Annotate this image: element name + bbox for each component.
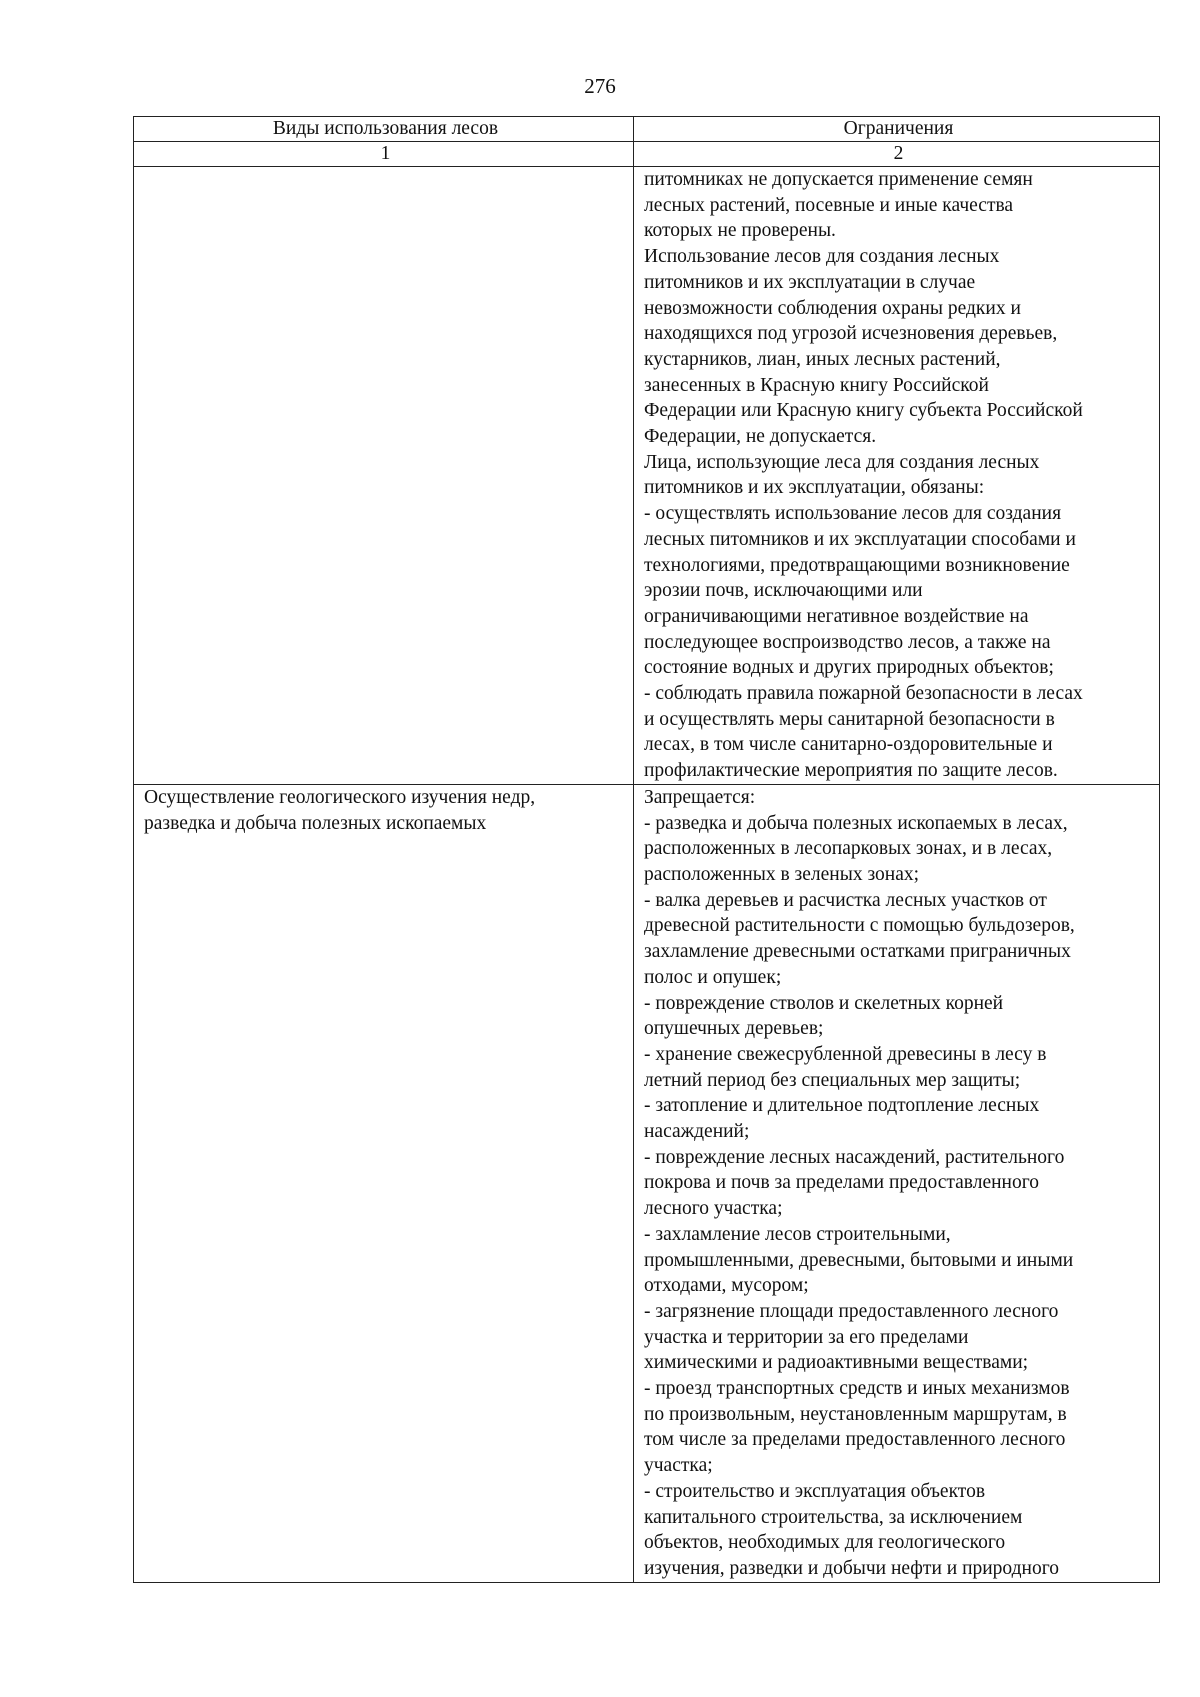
text-line: которых не проверены. <box>644 220 836 242</box>
text-line: Федерации или Красную книгу субъекта Российской <box>644 400 1083 422</box>
column-header-forest-use: Виды использования лесов <box>134 117 634 142</box>
text-line: покрова и почв за пределами предоставленного <box>644 1172 1039 1194</box>
text-line: химическими и радиоактивными веществами; <box>644 1352 1029 1374</box>
text-line: последующее воспроизводство лесов, а также на <box>644 631 1051 653</box>
text-line: древесной растительности с помощью бульдозеров, <box>644 915 1075 937</box>
text-line: и осуществлять меры санитарной безопасности в <box>644 708 1055 730</box>
text-line: промышленными, древесными, бытовыми и иными <box>644 1249 1074 1271</box>
text-line: - разведка и добыча полезных ископаемых в лесах, <box>644 812 1068 834</box>
text-line: - валка деревьев и расчистка лесных участков от <box>644 889 1047 911</box>
text-line: изучения, разведки и добычи нефти и природного <box>644 1557 1059 1579</box>
text-line: капитального строительства, за исключением <box>644 1506 1023 1528</box>
text-line: летний период без специальных мер защиты; <box>644 1069 1021 1091</box>
text-line: по произвольным, неустановленным маршрутам, в <box>644 1403 1067 1425</box>
text-line: питомниках не допускается применение семян <box>644 169 1033 190</box>
restrictions-cell-text <box>644 167 1153 784</box>
text-line: питомников и их эксплуатации, обязаны: <box>644 477 985 499</box>
text-line: технологиями, предотвращающими возникновение <box>644 554 1070 576</box>
text-line: Лица, использующие леса для создания лесных <box>644 451 1040 473</box>
column-number-1: 1 <box>134 142 634 167</box>
column-number-row <box>134 142 1160 167</box>
restrictions-cell <box>634 167 1160 785</box>
text-line: питомников и их эксплуатации в случае <box>644 271 976 293</box>
restrictions-cell-text <box>644 785 1153 1582</box>
text-line: участка и территории за его пределами <box>644 1326 969 1348</box>
text-line: - строительство и эксплуатация объектов <box>644 1480 986 1502</box>
text-line: опушечных деревьев; <box>644 1018 824 1040</box>
table-header-row <box>134 117 1160 142</box>
text-line: профилактические мероприятия по защите лесов. <box>644 760 1058 782</box>
text-line: состояние водных и других природных объектов; <box>644 657 1054 679</box>
text-line: лесных питомников и их эксплуатации способами и <box>644 528 1076 550</box>
text-line: отходами, мусором; <box>644 1275 809 1297</box>
table-body <box>134 167 1160 1583</box>
forest-use-cell <box>134 167 634 785</box>
table-row <box>134 784 1160 1582</box>
text-line: разведка и добыча полезных ископаемых <box>144 812 487 834</box>
text-line: Использование лесов для создания лесных <box>644 246 1000 268</box>
text-line: - затопление и длительное подтопление лесных <box>644 1095 1040 1117</box>
text-line: лесах, в том числе санитарно-оздоровительные и <box>644 734 1053 756</box>
text-line: расположенных в лесопарковых зонах, и в лесах, <box>644 838 1053 860</box>
text-line: насаждений; <box>644 1121 750 1143</box>
text-line: участка; <box>644 1455 713 1477</box>
text-line: - повреждение стволов и скелетных корней <box>644 992 1004 1014</box>
text-line: - соблюдать правила пожарной безопасности в лесах <box>644 683 1083 705</box>
text-line: находящихся под угрозой исчезновения деревьев, <box>644 323 1058 345</box>
text-line: невозможности соблюдения охраны редких и <box>644 297 1021 319</box>
text-line: захламление древесными остатками приграничных <box>644 941 1071 963</box>
forest-use-cell-text <box>144 785 627 836</box>
page-number: 276 <box>584 74 616 98</box>
text-line: расположенных в зеленых зонах; <box>644 863 920 885</box>
text-line: том числе за пределами предоставленного лесного <box>644 1429 1066 1451</box>
text-line: - загрязнение площади предоставленного лесного <box>644 1300 1059 1322</box>
text-line: Осуществление геологического изучения недр, <box>144 786 536 808</box>
text-line: лесных растений, посевные и иные качества <box>644 194 1014 216</box>
text-line: кустарников, лиан, иных лесных растений, <box>644 348 1001 370</box>
text-line: объектов, необходимых для геологического <box>644 1532 1006 1554</box>
forest-use-cell <box>134 784 634 1582</box>
text-line: - захламление лесов строительными, <box>644 1223 951 1245</box>
text-line: занесенных в Красную книгу Российской <box>644 374 989 396</box>
text-line: - осуществлять использование лесов для создания <box>644 503 1062 525</box>
text-line: лесного участка; <box>644 1198 783 1220</box>
column-number-2: 2 <box>634 142 1160 167</box>
table-row <box>134 167 1160 785</box>
text-line: - хранение свежесрубленной древесины в лесу в <box>644 1043 1047 1065</box>
forest-use-restrictions-table <box>133 116 1160 1583</box>
text-line: ограничивающими негативное воздействие на <box>644 605 1029 627</box>
text-line: - проезд транспортных средств и иных механизмов <box>644 1378 1070 1400</box>
text-line: Запрещается: <box>644 786 756 808</box>
text-line: эрозии почв, исключающими или <box>644 580 923 602</box>
text-line: - повреждение лесных насаждений, растительного <box>644 1146 1065 1168</box>
column-header-restrictions: Ограничения <box>634 117 1160 142</box>
text-line: Федерации, не допускается. <box>644 426 877 448</box>
restrictions-cell <box>634 784 1160 1582</box>
text-line: полос и опушек; <box>644 966 782 988</box>
